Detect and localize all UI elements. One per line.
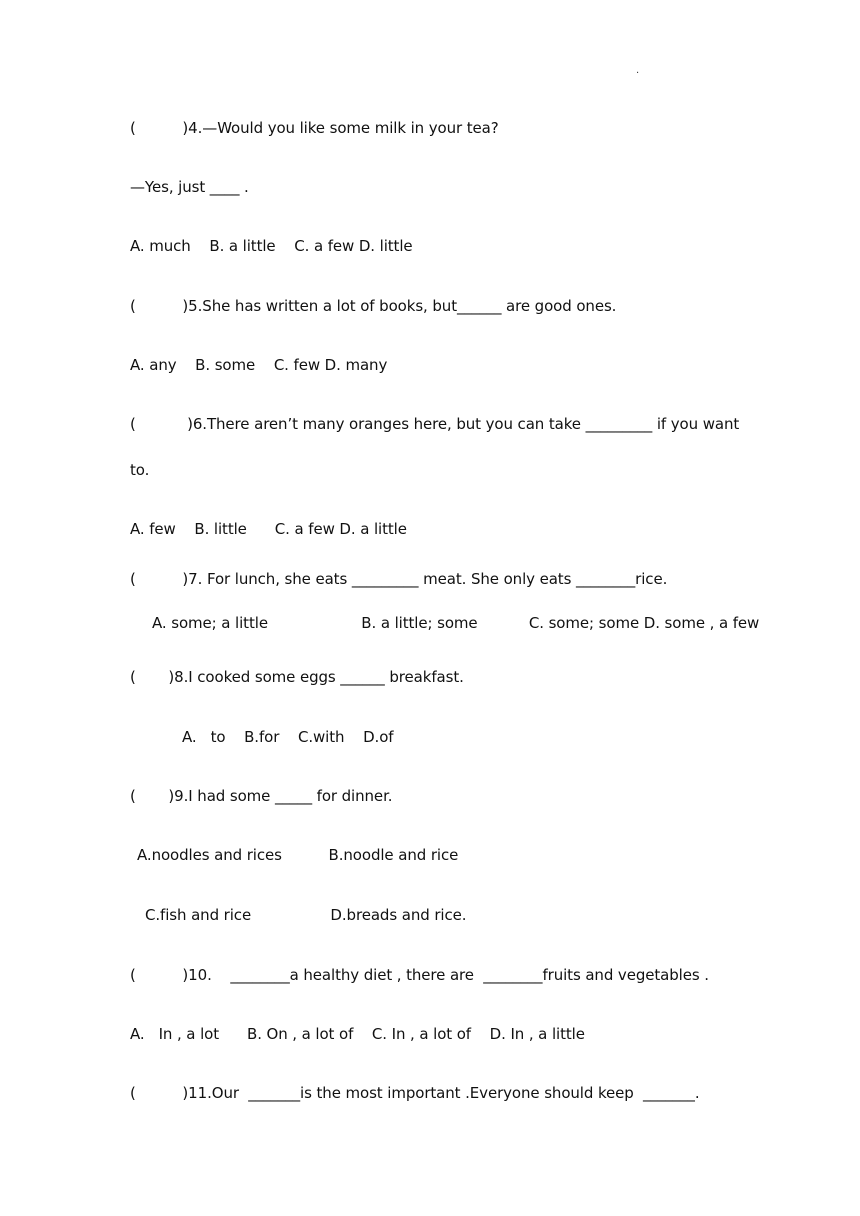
question-7-options: A. some; a little B. a little; some C. some; some D. some , a few [152,614,760,632]
question-6-stem: ( )6.There aren’t many oranges here, but you can take _________ if you want [130,415,740,433]
question-6-options: A. few B. little C. a few D. a little [130,520,407,538]
question-10-options: A. In , a lot B. On , a lot of C. In , a lot of D. In , a little [130,1025,585,1043]
question-7-stem: ( )7. For lunch, she eats _________ meat. She only eats ________rice. [130,570,668,588]
question-10-stem: ( )10. ________a healthy diet , there are ________fruits and vegetables . [130,966,709,984]
question-5-stem: ( )5.She has written a lot of books, but______ are good ones. [130,297,617,315]
question-4-reply: —Yes, just ____ . [130,178,249,196]
question-9-options-row-2: C.fish and rice D.breads and rice. [145,906,467,924]
question-8-stem: ( )8.I cooked some eggs ______ breakfast. [130,668,464,686]
question-4-options: A. much B. a little C. a few D. little [130,237,413,255]
corner-mark: . [636,65,640,76]
question-9-options-row-1: A.noodles and rices B.noodle and rice [137,846,459,864]
question-5-options: A. any B. some C. few D. many [130,356,388,374]
question-8-options: A. to B.for C.with D.of [182,728,394,746]
question-9-stem: ( )9.I had some _____ for dinner. [130,787,393,805]
question-4-stem: ( )4.—Would you like some milk in your tea? [130,119,499,137]
question-6-stem-continued: to. [130,461,150,479]
question-11-stem: ( )11.Our _______is the most important .Everyone should keep _______. [130,1084,700,1102]
